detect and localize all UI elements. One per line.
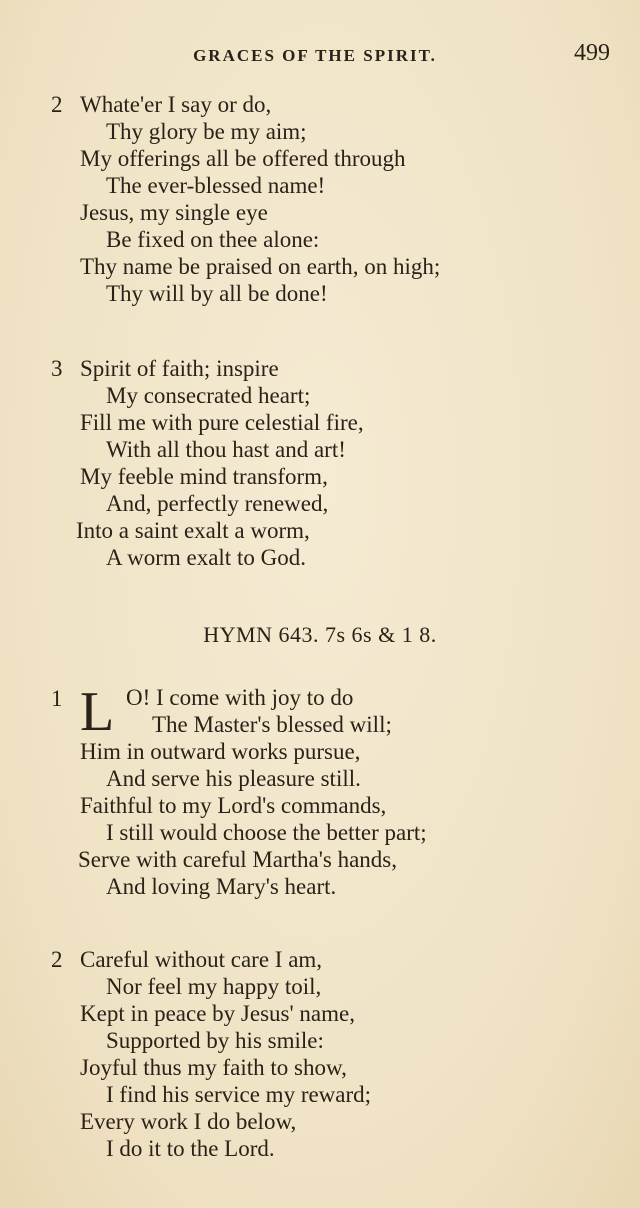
stanza-number: 2 [51, 947, 63, 972]
stanza-prev-2 [0, 91, 640, 307]
verse-line: My consecrated heart; [106, 383, 311, 408]
verse-line: O! I come with joy to do [126, 685, 354, 710]
verse-line: The Master's blessed will; [152, 712, 392, 737]
verse-line: Whate'er I say or do, [80, 92, 272, 117]
verse-line: And serve his pleasure still. [106, 766, 361, 791]
stanza-prev-3 [0, 355, 640, 571]
verse-line: Joyful thus my faith to show, [80, 1055, 347, 1080]
verse-line: Faithful to my Lord's commands, [80, 793, 387, 818]
stanza-number: 3 [51, 356, 63, 381]
verse-line: Be fixed on thee alone: [106, 227, 320, 252]
verse-line: With all thou hast and art! [106, 437, 346, 462]
verse-line: Serve with careful Martha's hands, [78, 847, 398, 872]
hymn-stanza-1 [0, 681, 640, 900]
verse-line: Spirit of faith; inspire [80, 356, 279, 381]
verse-line: My offerings all be offered through [80, 146, 406, 171]
running-head [0, 46, 640, 66]
verse-line: The ever-blessed name! [106, 173, 326, 198]
page-number: 499 [574, 40, 610, 66]
verse-line: And loving Mary's heart. [106, 874, 337, 899]
verse-line: Supported by his smile: [106, 1028, 324, 1053]
verse-line: Thy glory be my aim; [106, 119, 307, 144]
verse-line: I do it to the Lord. [106, 1136, 275, 1161]
verse-line: Jesus, my single eye [80, 200, 268, 225]
verse-line: My feeble mind transform, [80, 464, 328, 489]
verse-line: I still would choose the better part; [106, 820, 427, 845]
verse-line: Careful without care I am, [80, 947, 323, 972]
verse-line: Fill me with pure celestial fire, [80, 410, 364, 435]
stanza-number: 1 [51, 686, 63, 711]
verse-line: Every work I do below, [80, 1109, 297, 1134]
verse-line: I find his service my reward; [106, 1082, 372, 1107]
hymn-title: HYMN 643. 7s 6s & 1 8. [203, 622, 437, 647]
drop-cap: L [80, 681, 115, 743]
verse-line: Kept in peace by Jesus' name, [80, 1001, 355, 1026]
verse-line: A worm exalt to God. [106, 545, 306, 570]
verse-line: Into a saint exalt a worm, [76, 518, 310, 543]
running-head-title: GRACES OF THE SPIRIT. [193, 46, 437, 65]
verse-line: Thy will by all be done! [106, 281, 328, 306]
verse-line: And, perfectly renewed, [106, 491, 329, 516]
verse-line: Nor feel my happy toil, [106, 974, 322, 999]
hymn-stanza-2 [0, 946, 640, 1162]
stanza-number: 2 [51, 92, 63, 117]
verse-line: Him in outward works pursue, [80, 739, 361, 764]
verse-line: Thy name be praised on earth, on high; [80, 254, 441, 279]
